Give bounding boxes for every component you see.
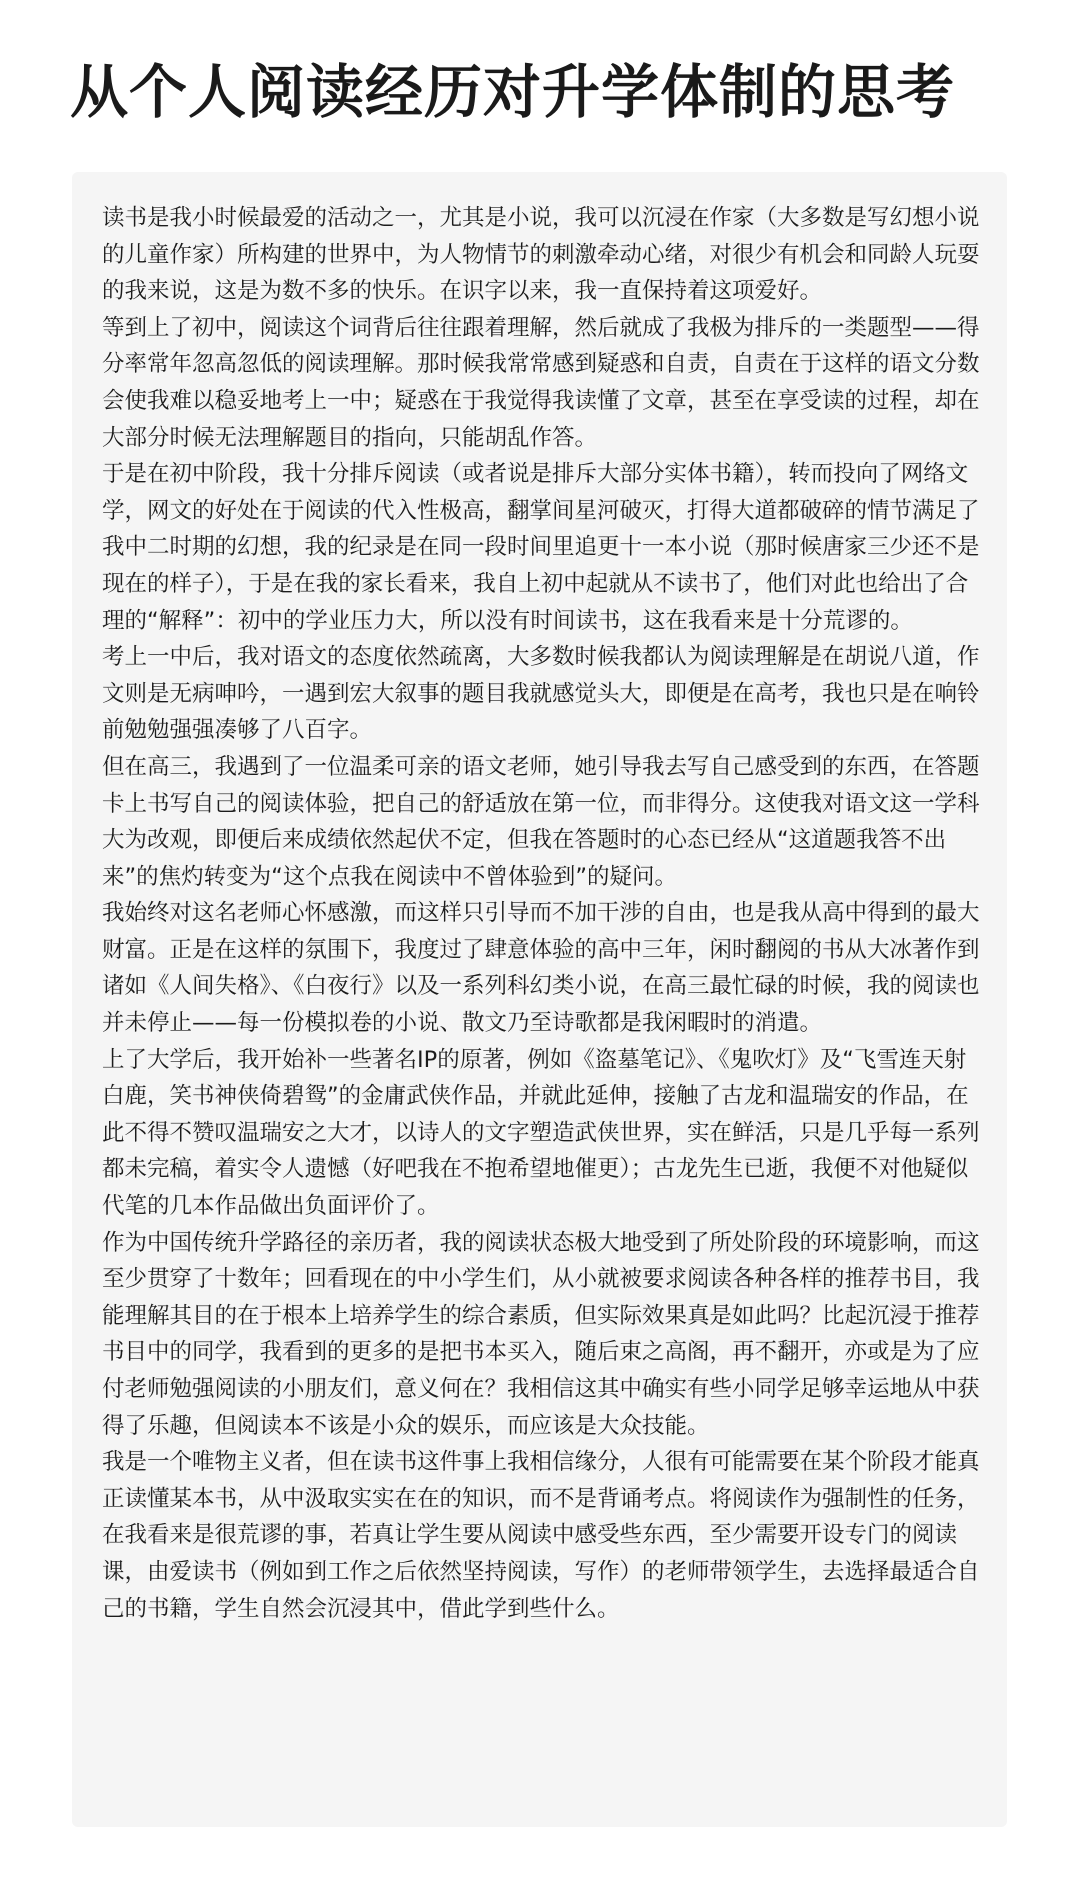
- paragraph-1: 读书是我小时候最爱的活动之一，尤其是小说，我可以沉浸在作家（大多数是写幻想小说的儿童作家）所构建的世界中，为人物情节的刺激牵动心绪，对很少有机会和同龄人玩耍的我来说，这是为数不多的快乐。在识字以来，我一直保持着这项爱好。: [102, 205, 980, 305]
- paragraph-5: 但在高三，我遇到了一位温柔可亲的语文老师，她引导我去写自己感受到的东西，在答题卡上书写自己的阅读体验，把自己的舒适放在第一位，而非得分。这使我对语文这一学科大为改观，即便后来成绩依然起伏不定，但我在答题时的心态已经从“这道题我答不出来”的焦灼转变为“这个点我在阅读中不曾体验到”的疑问。: [102, 753, 980, 890]
- article-body: [72, 172, 1007, 1827]
- paragraph-2: 等到上了初中，阅读这个词背后往往跟着理解，然后就成了我极为排斥的一类题型——得分率常年忽高忽低的阅读理解。那时候我常常感到疑惑和自责，自责在于这样的语文分数会使我难以稳妥地考上一中；疑惑在于我觉得我读懂了文章，甚至在享受读的过程，却在大部分时候无法理解题目的指向，只能胡乱作答。: [102, 314, 980, 451]
- paragraph-3: 于是在初中阶段，我十分排斥阅读（或者说是排斥大部分实体书籍），转而投向了网络文学，网文的好处在于阅读的代入性极高，翻掌间星河破灭，打得大道都破碎的情节满足了我中二时期的幻想，我的纪录是在同一段时间里追更十一本小说（那时候唐家三少还不是现在的样子），于是在我的家长看来，我自上初中起就从不读书了，他们对此也给出了合理的“解释”：初中的学业压力大，所以没有时间读书，这在我看来是十分荒谬的。: [102, 461, 980, 634]
- paragraph-6: 我始终对这名老师心怀感激，而这样只引导而不加干涉的自由，也是我从高中得到的最大财富。正是在这样的氛围下，我度过了肆意体验的高中三年，闲时翻阅的书从大冰著作到诸如《人间失格》、《白夜行》以及一系列科幻类小说，在高三最忙碌的时候，我的阅读也并未停止——每一份模拟卷的小说、散文乃至诗歌都是我闲暇时的消遣。: [102, 900, 980, 1037]
- paragraph-9: 我是一个唯物主义者，但在读书这件事上我相信缘分，人很有可能需要在某个阶段才能真正读懂某本书，从中汲取实实在在的知识，而不是背诵考点。将阅读作为强制性的任务，在我看来是很荒谬的事，若真让学生要从阅读中感受些东西，至少需要开设专门的阅读课，由爱读书（例如到工作之后依然坚持阅读，写作）的老师带领学生，去选择最适合自己的书籍，学生自然会沉浸其中，借此学到些什么。: [102, 1449, 980, 1622]
- page-title: 从个人阅读经历对升学体制的思考: [70, 58, 956, 126]
- paragraph-7: 上了大学后，我开始补一些著名IP的原著，例如《盗墓笔记》、《鬼吹灯》及“飞雪连天射白鹿，笑书神侠倚碧鸳”的金庸武侠作品，并就此延伸，接触了古龙和温瑞安的作品，在此不得不赞叹温瑞安之大才，以诗人的文字塑造武侠世界，实在鲜活，只是几乎每一系列都未完稿，着实令人遗憾（好吧我在不抱希望地催更）；古龙先生已逝，我便不对他疑似代笔的几本作品做出负面评价了。: [102, 1046, 980, 1220]
- paragraph-8: 作为中国传统升学路径的亲历者，我的阅读状态极大地受到了所处阶段的环境影响，而这至少贯穿了十数年；回看现在的中小学生们，从小就被要求阅读各种各样的推荐书目，我能理解其目的在于根本上培养学生的综合素质，但实际效果真是如此吗？比起沉浸于推荐书目中的同学，我看到的更多的是把书本买入，随后束之高阁，再不翻开，亦或是为了应付老师勉强阅读的小朋友们，意义何在？我相信这其中确实有些小同学足够幸运地从中获得了乐趣，但阅读本不该是小众的娱乐，而应该是大众技能。: [102, 1229, 980, 1439]
- paragraph-4: 考上一中后，我对语文的态度依然疏离，大多数时候我都认为阅读理解是在胡说八道，作文则是无病呻吟，一遇到宏大叙事的题目我就感觉头大，即便是在高考，我也只是在响铃前勉勉强强凑够了八百字。: [102, 644, 980, 744]
